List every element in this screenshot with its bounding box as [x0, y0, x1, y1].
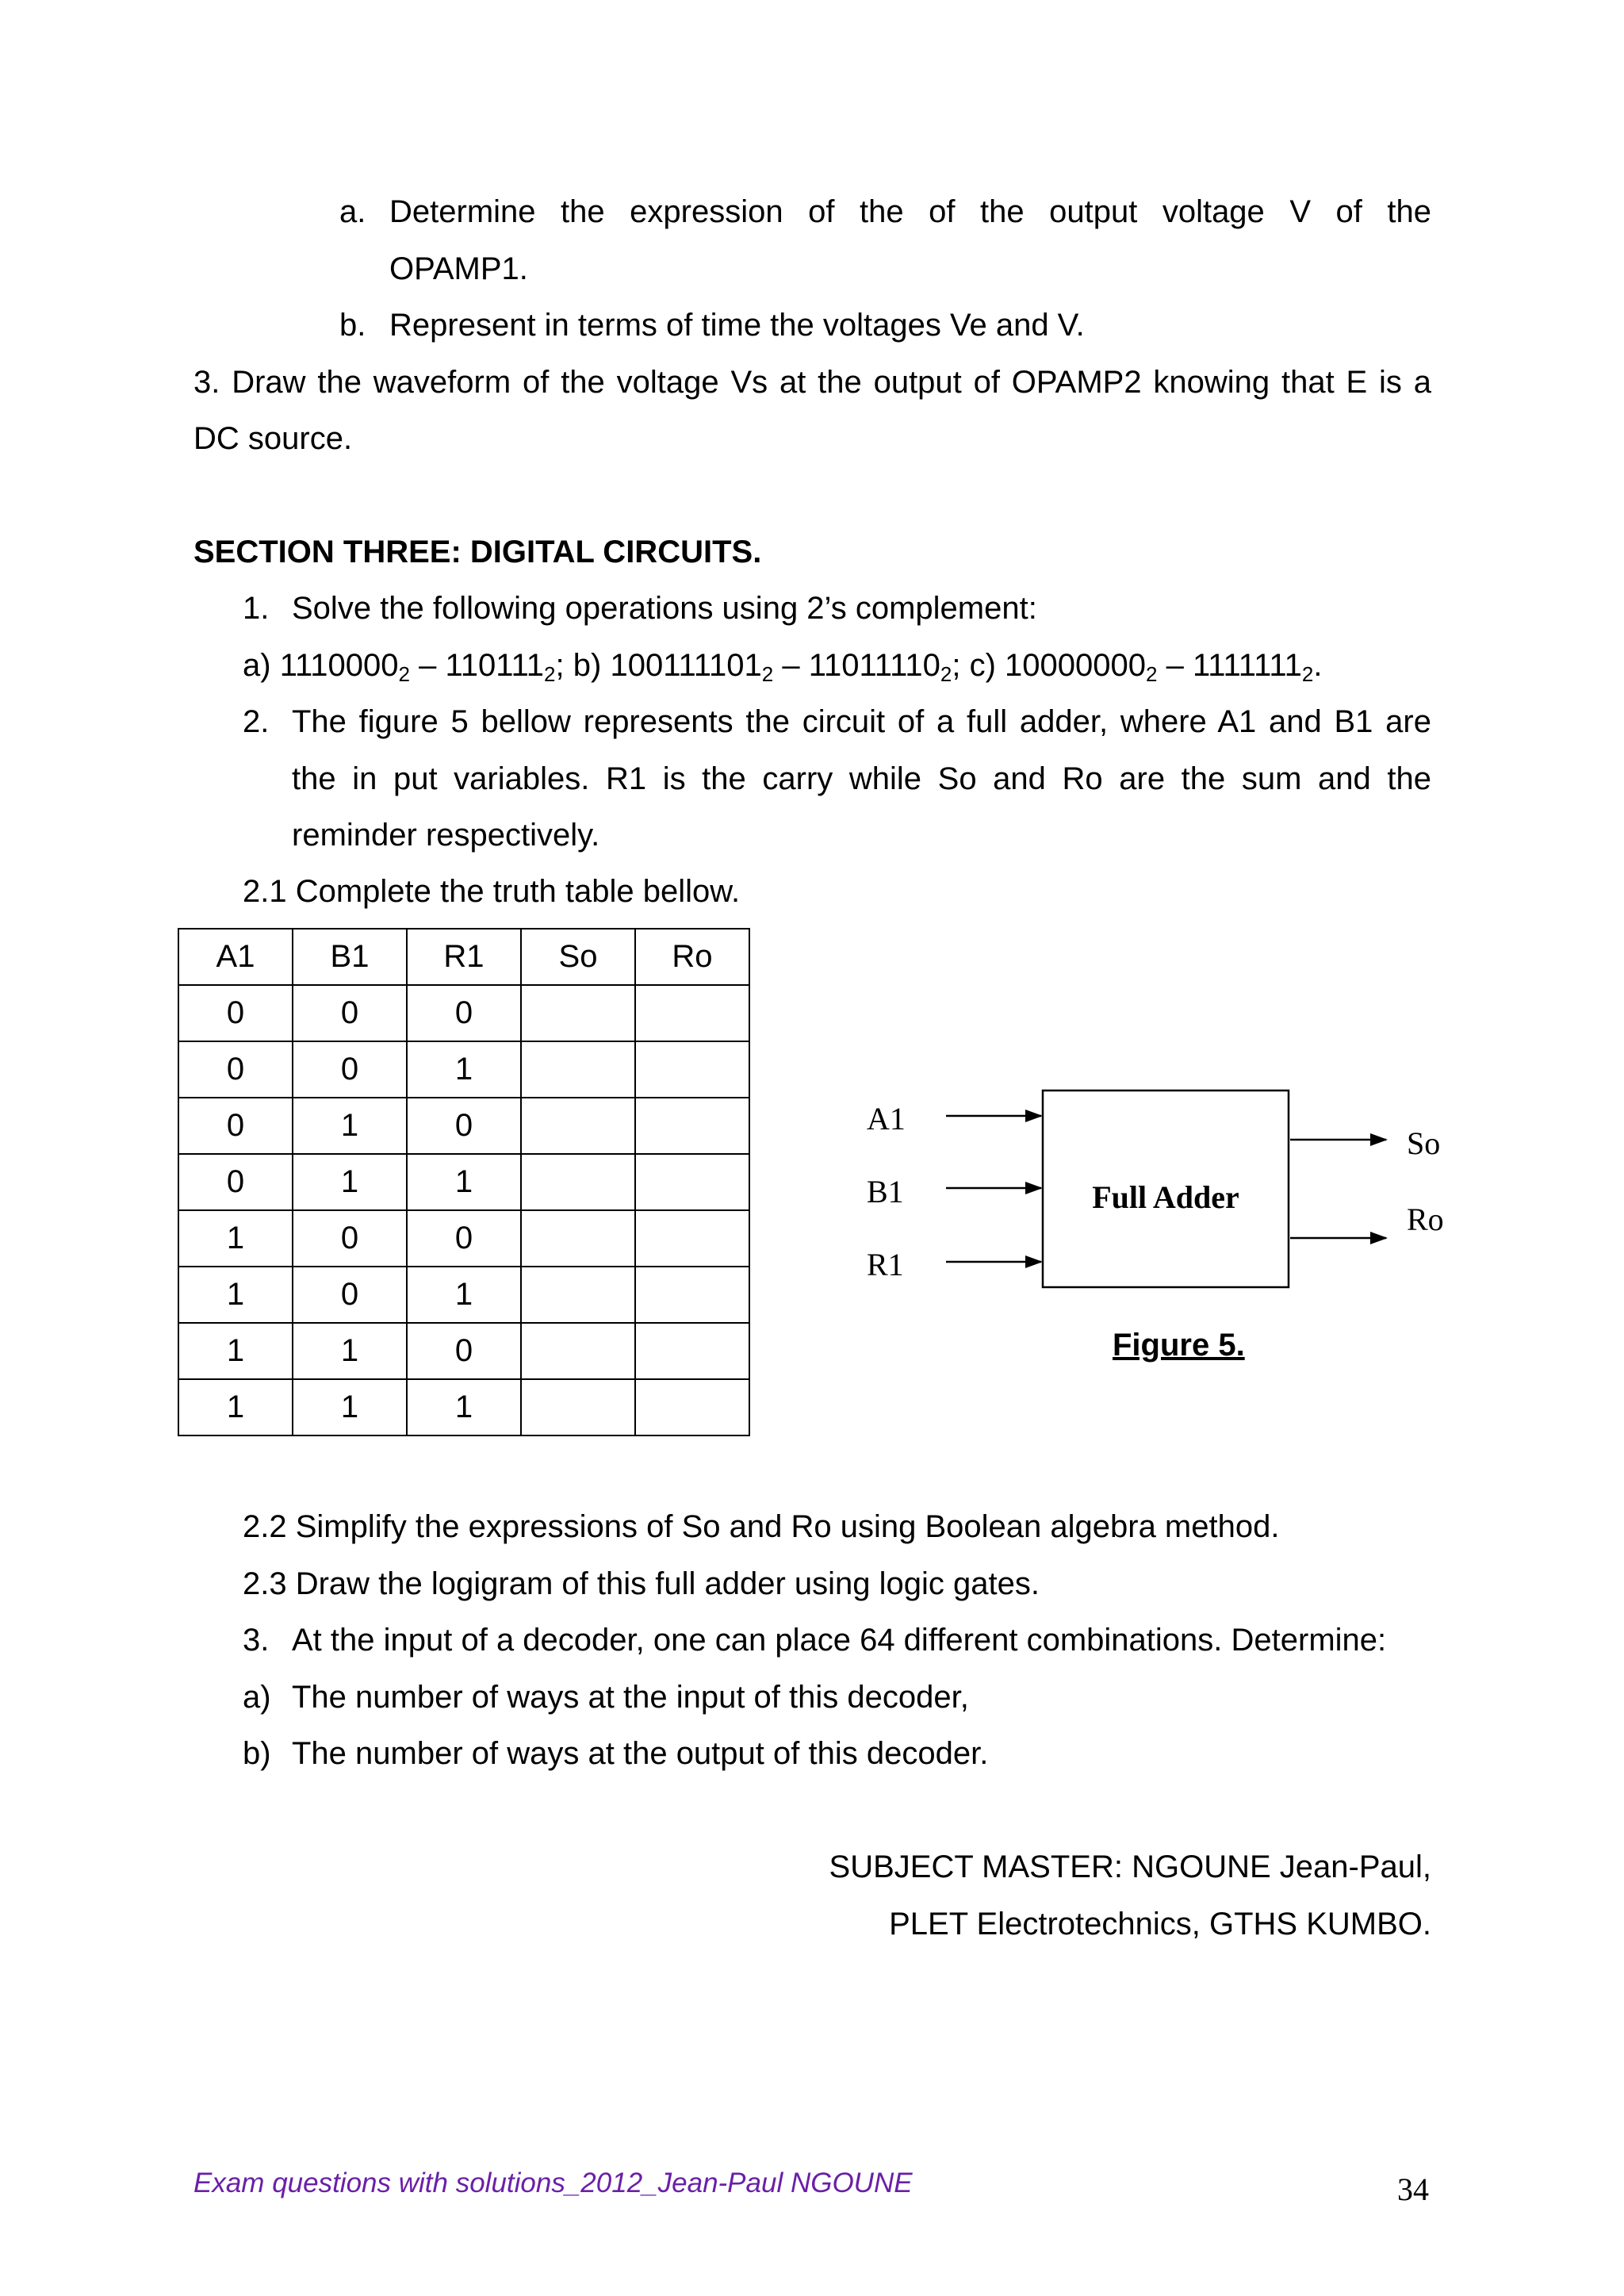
op-a-right: 110111 [445, 648, 545, 683]
table-row [178, 985, 749, 1041]
table-cell-so [521, 1267, 635, 1323]
q3-text: At the input of a decoder, one can place 64 different combinations. Determine: [292, 1623, 1387, 1658]
footer-text: Exam questions with solutions_2012_Jean-Paul NGOUNE [193, 2168, 913, 2198]
op-c-right: 1111111 [1192, 648, 1302, 683]
table-cell-a1: 1 [178, 1267, 293, 1323]
table-cell-r1: 0 [407, 1210, 521, 1267]
q2-1-text: 2.1 Complete the truth table bellow. [243, 874, 741, 909]
table-cell-ro [635, 1323, 749, 1379]
table-cell-so [521, 1323, 635, 1379]
op-b-left-base: 2 [761, 662, 774, 686]
table-cell-so [521, 1379, 635, 1435]
table-cell-r1: 0 [407, 985, 521, 1041]
table-cell-b1: 1 [293, 1379, 407, 1435]
op-c-left-base: 2 [1145, 662, 1158, 686]
op-a-left: 1110000 [279, 648, 399, 683]
op-c-right-base: 2 [1301, 662, 1314, 686]
op-a-right-base: 2 [544, 662, 556, 686]
table-row [178, 1098, 749, 1154]
page-number: 34 [1397, 2171, 1429, 2207]
signature-line2: PLET Electrotechnics, GTHS KUMBO. [889, 1907, 1431, 1941]
q3b-text: The number of ways at the output of this decoder. [292, 1736, 989, 1771]
table-cell-a1: 0 [178, 1098, 293, 1154]
input-label-a1: A1 [867, 1101, 906, 1137]
question-b-marker: b. [339, 308, 366, 343]
truth-table-header: A1 [178, 929, 293, 985]
output-label-so: So [1407, 1125, 1441, 1161]
question-3-line2: DC source. [193, 421, 353, 456]
table-cell-a1: 0 [178, 1154, 293, 1210]
q2-marker: 2. [243, 704, 270, 739]
op-c-minus: – [1166, 648, 1184, 683]
question-a-marker: a. [339, 194, 366, 229]
table-cell-a1: 0 [178, 985, 293, 1041]
op-c-label: c) [969, 648, 996, 683]
output-label-ro: Ro [1407, 1202, 1444, 1237]
q2-2-text: 2.2 Simplify the expressions of So and Ro using Boolean algebra method. [243, 1509, 1280, 1544]
table-cell-b1: 1 [293, 1323, 407, 1379]
operations-line [243, 646, 1322, 684]
table-cell-ro [635, 1267, 749, 1323]
op-b-left: 100111101 [610, 648, 762, 683]
op-b-sep: ; [952, 648, 961, 683]
op-c-left: 10000000 [1005, 648, 1146, 683]
table-cell-so [521, 1098, 635, 1154]
section-heading: SECTION THREE: DIGITAL CIRCUITS. [193, 535, 762, 569]
table-cell-so [521, 1154, 635, 1210]
op-a-sep: ; [555, 648, 565, 683]
op-a-label: a) [243, 648, 271, 683]
table-cell-so [521, 1041, 635, 1098]
truth-table-header: Ro [635, 929, 749, 985]
input-label-r1: R1 [867, 1247, 904, 1282]
table-cell-so [521, 1210, 635, 1267]
question-b-text: Represent in terms of time the voltages Ve and V. [389, 308, 1085, 343]
q2-3-text: 2.3 Draw the logigram of this full adder using logic gates. [243, 1566, 1040, 1601]
table-cell-r1: 1 [407, 1267, 521, 1323]
table-cell-r1: 0 [407, 1323, 521, 1379]
table-cell-a1: 1 [178, 1210, 293, 1267]
table-cell-r1: 1 [407, 1154, 521, 1210]
table-cell-b1: 0 [293, 1267, 407, 1323]
q3-marker: 3. [243, 1623, 270, 1658]
op-c-end: . [1313, 648, 1323, 683]
table-cell-ro [635, 1154, 749, 1210]
table-cell-a1: 1 [178, 1379, 293, 1435]
table-cell-a1: 1 [178, 1323, 293, 1379]
op-a-left-base: 2 [398, 662, 410, 686]
table-cell-b1: 0 [293, 1041, 407, 1098]
table-row [178, 1323, 749, 1379]
table-cell-r1: 0 [407, 1098, 521, 1154]
table-row [178, 1041, 749, 1098]
table-cell-ro [635, 1041, 749, 1098]
op-b-label: b) [573, 648, 602, 683]
question-a-line1: Determine the expression of the of the output voltage V of the [389, 194, 1431, 229]
table-cell-r1: 1 [407, 1041, 521, 1098]
table-cell-ro [635, 985, 749, 1041]
q3a-text: The number of ways at the input of this decoder, [292, 1680, 969, 1715]
q2-line2: the in put variables. R1 is the carry while So and Ro are the sum and the [292, 761, 1431, 796]
table-cell-b1: 1 [293, 1098, 407, 1154]
full-adder-label: Full Adder [1092, 1179, 1239, 1215]
table-cell-ro [635, 1210, 749, 1267]
table-cell-a1: 0 [178, 1041, 293, 1098]
table-cell-b1: 1 [293, 1154, 407, 1210]
table-cell-ro [635, 1098, 749, 1154]
input-label-b1: B1 [867, 1174, 904, 1209]
truth-table-header: So [521, 929, 635, 985]
q2-line1: The figure 5 bellow represents the circuit of a full adder, where A1 and B1 are [292, 704, 1431, 739]
op-b-minus: – [782, 648, 800, 683]
signature-line1: SUBJECT MASTER: NGOUNE Jean-Paul, [829, 1849, 1431, 1884]
table-row [178, 1210, 749, 1267]
table-cell-so [521, 985, 635, 1041]
q3b-marker: b) [243, 1736, 271, 1771]
table-row [178, 1379, 749, 1435]
truth-table-header-row [178, 929, 749, 985]
table-cell-r1: 1 [407, 1379, 521, 1435]
truth-table-header: B1 [293, 929, 407, 985]
question-a-line2: OPAMP1. [389, 251, 528, 286]
table-row [178, 1267, 749, 1323]
table-row [178, 1154, 749, 1210]
truth-table-header: R1 [407, 929, 521, 985]
table-cell-b1: 0 [293, 1210, 407, 1267]
op-b-right-base: 2 [940, 662, 952, 686]
figure-caption: Figure 5. [1113, 1328, 1245, 1363]
table-cell-b1: 0 [293, 985, 407, 1041]
op-b-right: 11011110 [808, 648, 940, 683]
question-3-line1: 3. Draw the waveform of the voltage Vs at the output of OPAMP2 knowing that E is a [193, 365, 1431, 400]
op-a-minus: – [419, 648, 437, 683]
q1-marker: 1. [243, 591, 270, 626]
q1-text: Solve the following operations using 2’s complement: [292, 591, 1037, 626]
table-cell-ro [635, 1379, 749, 1435]
q3a-marker: a) [243, 1680, 271, 1715]
q2-line3: reminder respectively. [292, 818, 600, 853]
truth-table [178, 928, 750, 1436]
